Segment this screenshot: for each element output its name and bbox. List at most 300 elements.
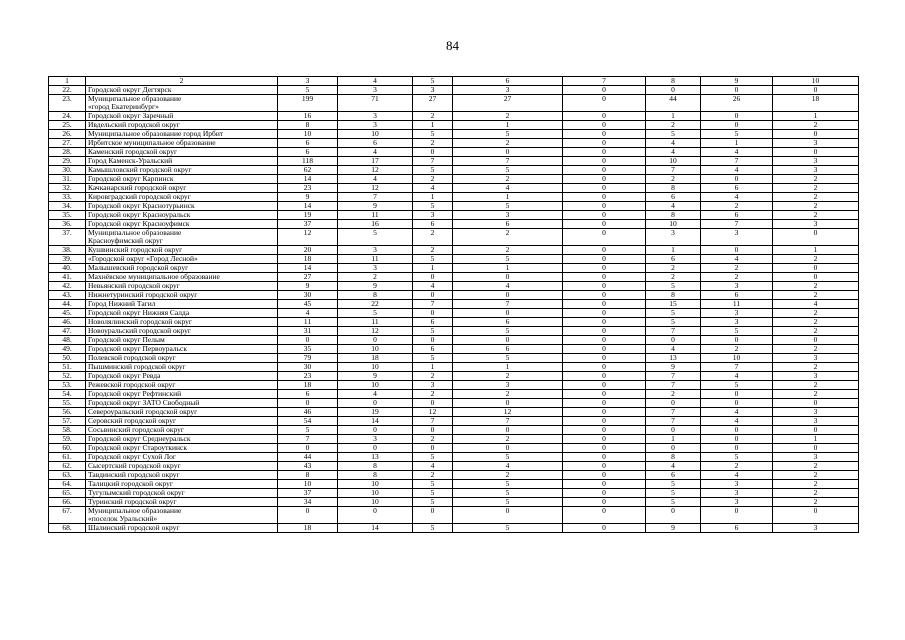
value-cell: 30 [278, 363, 338, 372]
value-cell: 1 [413, 363, 453, 372]
value-cell: 1 [773, 246, 859, 255]
value-cell: 4 [701, 417, 773, 426]
value-cell: 0 [773, 264, 859, 273]
value-cell: 43 [278, 462, 338, 471]
value-cell: 4 [338, 175, 413, 184]
row-number: 46. [49, 318, 86, 327]
value-cell: 0 [701, 121, 773, 130]
value-cell: 0 [646, 507, 701, 524]
value-cell: 3 [338, 86, 413, 95]
municipality-name [86, 507, 278, 524]
value-cell: 4 [773, 300, 859, 309]
table-row [49, 211, 859, 220]
value-cell: 1 [646, 246, 701, 255]
value-cell: 1 [413, 193, 453, 202]
table-row [49, 166, 859, 175]
municipality-name [86, 202, 278, 211]
value-cell: 0 [453, 309, 563, 318]
table-row [49, 462, 859, 471]
municipality-name-line: Новолялинский городской округ [88, 317, 192, 326]
value-cell: 12 [338, 327, 413, 336]
value-cell: 10 [338, 381, 413, 390]
value-cell: 14 [278, 264, 338, 273]
value-cell: 0 [563, 435, 646, 444]
value-cell: 2 [413, 112, 453, 121]
value-cell: 0 [338, 399, 413, 408]
value-cell: 6 [646, 193, 701, 202]
value-cell: 79 [278, 354, 338, 363]
value-cell: 19 [338, 408, 413, 417]
value-cell: 0 [453, 426, 563, 435]
value-cell: 7 [646, 408, 701, 417]
value-cell: 0 [773, 399, 859, 408]
municipality-name [86, 95, 278, 112]
municipality-name [86, 175, 278, 184]
value-cell: 0 [701, 426, 773, 435]
value-cell: 5 [646, 489, 701, 498]
municipality-name-line: «город Екатеринбург» [88, 102, 159, 111]
value-cell: 0 [413, 336, 453, 345]
value-cell: 2 [646, 390, 701, 399]
table-row [49, 220, 859, 229]
value-cell: 6 [413, 318, 453, 327]
row-number: 38. [49, 246, 86, 255]
value-cell: 3 [773, 220, 859, 229]
municipality-name [86, 408, 278, 417]
municipality-name-line: Малышевский городской округ [88, 263, 189, 272]
value-cell: 12 [413, 408, 453, 417]
value-cell: 4 [646, 148, 701, 157]
value-cell: 1 [413, 121, 453, 130]
value-cell: 3 [453, 381, 563, 390]
value-cell: 7 [646, 381, 701, 390]
value-cell: 1 [773, 112, 859, 121]
municipality-name [86, 184, 278, 193]
municipality-name-line: Городской округ Сухой Лог [88, 452, 176, 461]
value-cell: 10 [338, 480, 413, 489]
value-cell: 27 [413, 95, 453, 112]
municipality-name [86, 363, 278, 372]
municipality-name-line: Городской округ Ревда [88, 371, 161, 380]
value-cell: 5 [453, 489, 563, 498]
value-cell: 8 [646, 291, 701, 300]
column-number: 1 [49, 77, 86, 86]
municipality-name [86, 291, 278, 300]
value-cell: 0 [563, 175, 646, 184]
value-cell: 2 [773, 480, 859, 489]
table-row [49, 175, 859, 184]
value-cell: 12 [453, 408, 563, 417]
value-cell: 5 [453, 327, 563, 336]
value-cell: 35 [278, 345, 338, 354]
table-body [49, 77, 859, 533]
municipality-name [86, 444, 278, 453]
value-cell: 0 [563, 354, 646, 363]
value-cell: 2 [453, 139, 563, 148]
value-cell: 9 [278, 282, 338, 291]
value-cell: 5 [453, 166, 563, 175]
table-row [49, 273, 859, 282]
value-cell: 34 [278, 498, 338, 507]
value-cell: 2 [773, 202, 859, 211]
municipality-name [86, 255, 278, 264]
table-row [49, 399, 859, 408]
row-number: 52. [49, 372, 86, 381]
value-cell: 3 [413, 211, 453, 220]
value-cell: 4 [701, 193, 773, 202]
table-row [49, 336, 859, 345]
value-cell: 5 [701, 381, 773, 390]
row-number: 66. [49, 498, 86, 507]
value-cell: 44 [646, 95, 701, 112]
value-cell: 0 [563, 95, 646, 112]
value-cell: 0 [563, 166, 646, 175]
municipality-name [86, 148, 278, 157]
table-row [49, 202, 859, 211]
value-cell: 3 [773, 524, 859, 533]
value-cell: 8 [646, 184, 701, 193]
value-cell: 2 [773, 211, 859, 220]
value-cell: 5 [646, 282, 701, 291]
value-cell: 0 [701, 112, 773, 121]
table-row [49, 390, 859, 399]
value-cell: 5 [646, 309, 701, 318]
value-cell: 0 [563, 157, 646, 166]
value-cell: 23 [278, 184, 338, 193]
value-cell: 4 [453, 462, 563, 471]
column-number: 6 [453, 77, 563, 86]
value-cell: 5 [413, 202, 453, 211]
value-cell: 15 [646, 300, 701, 309]
table-row [49, 86, 859, 95]
value-cell: 7 [413, 417, 453, 426]
municipality-name-line: Городской округ Карпинск [88, 174, 174, 183]
value-cell: 54 [278, 417, 338, 426]
municipality-name [86, 193, 278, 202]
value-cell: 5 [453, 255, 563, 264]
value-cell: 26 [701, 95, 773, 112]
value-cell: 3 [646, 229, 701, 246]
municipality-name-line: Городской округ Дегтярск [88, 85, 172, 94]
value-cell: 7 [646, 327, 701, 336]
value-cell: 5 [413, 166, 453, 175]
value-cell: 0 [453, 336, 563, 345]
value-cell: 5 [278, 86, 338, 95]
table-row [49, 193, 859, 202]
value-cell: 0 [563, 246, 646, 255]
value-cell: 9 [278, 193, 338, 202]
value-cell: 4 [646, 462, 701, 471]
municipality-name-line: Городской округ ЗАТО Свободный [88, 398, 200, 407]
value-cell: 6 [701, 291, 773, 300]
value-cell: 0 [701, 336, 773, 345]
value-cell: 0 [701, 507, 773, 524]
value-cell: 0 [646, 426, 701, 435]
value-cell: 0 [646, 86, 701, 95]
value-cell: 10 [338, 130, 413, 139]
municipality-name-line: Городской округ Староуткинск [88, 443, 187, 452]
municipalities-table [48, 76, 859, 533]
value-cell: 12 [338, 184, 413, 193]
value-cell: 6 [453, 345, 563, 354]
value-cell: 7 [646, 372, 701, 381]
value-cell: 13 [338, 453, 413, 462]
value-cell: 0 [701, 86, 773, 95]
row-number: 62. [49, 462, 86, 471]
value-cell: 3 [701, 229, 773, 246]
value-cell: 2 [701, 202, 773, 211]
value-cell: 0 [563, 291, 646, 300]
value-cell: 2 [773, 381, 859, 390]
municipality-name-line: Полевской городской округ [88, 353, 176, 362]
municipality-name-line: Ирбитское муниципальное образование [88, 138, 216, 147]
municipality-name-line: Качканарский городской округ [88, 183, 187, 192]
municipality-name [86, 264, 278, 273]
municipality-name [86, 309, 278, 318]
value-cell: 7 [701, 220, 773, 229]
value-cell: 3 [773, 408, 859, 417]
value-cell: 5 [701, 327, 773, 336]
value-cell: 5 [413, 489, 453, 498]
value-cell: 0 [563, 184, 646, 193]
municipality-name [86, 157, 278, 166]
table-row [49, 139, 859, 148]
value-cell: 3 [773, 417, 859, 426]
value-cell: 0 [563, 264, 646, 273]
value-cell: 0 [453, 507, 563, 524]
municipality-name-line: Городской округ Первоуральск [88, 344, 187, 353]
value-cell: 3 [773, 157, 859, 166]
row-number: 49. [49, 345, 86, 354]
value-cell: 2 [773, 363, 859, 372]
value-cell: 71 [338, 95, 413, 112]
value-cell: 7 [413, 300, 453, 309]
municipality-name [86, 220, 278, 229]
municipality-name-line: Муниципальное образование город Ирбит [88, 129, 224, 138]
municipality-name [86, 462, 278, 471]
value-cell: 5 [453, 202, 563, 211]
value-cell: 2 [701, 273, 773, 282]
value-cell: 7 [701, 363, 773, 372]
value-cell: 0 [563, 417, 646, 426]
page-number: 84 [446, 38, 459, 53]
value-cell: 7 [701, 157, 773, 166]
value-cell: 10 [646, 220, 701, 229]
table-row [49, 471, 859, 480]
value-cell: 2 [773, 498, 859, 507]
value-cell: 3 [701, 309, 773, 318]
value-cell: 1 [453, 363, 563, 372]
value-cell: 3 [338, 264, 413, 273]
value-cell: 4 [646, 139, 701, 148]
value-cell: 0 [453, 273, 563, 282]
value-cell: 2 [338, 273, 413, 282]
value-cell: 0 [773, 86, 859, 95]
value-cell: 2 [773, 309, 859, 318]
value-cell: 0 [773, 336, 859, 345]
value-cell: 6 [701, 184, 773, 193]
table-row [49, 318, 859, 327]
municipality-name [86, 399, 278, 408]
row-number: 60. [49, 444, 86, 453]
column-number-row [49, 77, 859, 86]
value-cell: 2 [413, 372, 453, 381]
value-cell: 2 [773, 345, 859, 354]
value-cell: 0 [563, 300, 646, 309]
row-number: 58. [49, 426, 86, 435]
value-cell: 7 [278, 435, 338, 444]
value-cell: 0 [701, 399, 773, 408]
row-number: 67. [49, 507, 86, 524]
municipality-name-line: Тугулымский городской округ [88, 488, 185, 497]
municipality-name [86, 524, 278, 533]
value-cell: 2 [773, 175, 859, 184]
value-cell: 2 [453, 435, 563, 444]
municipality-name-line: Талицкий городской округ [88, 479, 173, 488]
value-cell: 5 [453, 480, 563, 489]
value-cell: 5 [701, 130, 773, 139]
value-cell: 2 [646, 264, 701, 273]
municipality-name-line: Город Нижний Тагил [88, 299, 156, 308]
value-cell: 5 [646, 480, 701, 489]
table-row [49, 148, 859, 157]
value-cell: 0 [413, 148, 453, 157]
value-cell: 10 [278, 480, 338, 489]
municipality-name-line: Кировградский городской округ [88, 192, 191, 201]
value-cell: 0 [413, 444, 453, 453]
value-cell: 9 [646, 363, 701, 372]
table-row [49, 354, 859, 363]
value-cell: 18 [278, 524, 338, 533]
column-number: 7 [563, 77, 646, 86]
municipality-name-line: Тавдинский городской округ [88, 470, 180, 479]
value-cell: 5 [453, 453, 563, 462]
value-cell: 17 [338, 157, 413, 166]
value-cell: 5 [453, 498, 563, 507]
value-cell: 0 [278, 507, 338, 524]
value-cell: 3 [701, 282, 773, 291]
value-cell: 3 [773, 372, 859, 381]
table-row [49, 121, 859, 130]
row-number: 28. [49, 148, 86, 157]
municipality-name [86, 121, 278, 130]
value-cell: 3 [701, 480, 773, 489]
value-cell: 0 [563, 408, 646, 417]
value-cell: 0 [563, 139, 646, 148]
table-row [49, 498, 859, 507]
table-row [49, 444, 859, 453]
row-number: 56. [49, 408, 86, 417]
value-cell: 5 [338, 309, 413, 318]
value-cell: 23 [278, 372, 338, 381]
value-cell: 3 [701, 489, 773, 498]
row-number: 65. [49, 489, 86, 498]
table-row [49, 507, 859, 524]
municipality-name [86, 480, 278, 489]
value-cell: 0 [563, 524, 646, 533]
value-cell: 6 [701, 211, 773, 220]
municipality-name-line: Городской округ Нижняя Салда [88, 308, 190, 317]
value-cell: 5 [413, 453, 453, 462]
row-number: 48. [49, 336, 86, 345]
value-cell: 118 [278, 157, 338, 166]
municipality-name-line: Городской округ Рефтинский [88, 389, 182, 398]
value-cell: 0 [701, 246, 773, 255]
value-cell: 0 [563, 309, 646, 318]
row-number: 22. [49, 86, 86, 95]
value-cell: 45 [278, 300, 338, 309]
value-cell: 0 [773, 148, 859, 157]
row-number: 29. [49, 157, 86, 166]
municipality-name-line: Туринский городской округ [88, 497, 177, 506]
value-cell: 0 [563, 444, 646, 453]
value-cell: 7 [413, 157, 453, 166]
value-cell: 2 [453, 112, 563, 121]
table-row [49, 408, 859, 417]
municipality-name-line: Нижнетуринский городской округ [88, 290, 198, 299]
value-cell: 16 [278, 112, 338, 121]
value-cell: 2 [773, 390, 859, 399]
table-row [49, 381, 859, 390]
row-number: 31. [49, 175, 86, 184]
value-cell: 0 [773, 130, 859, 139]
value-cell: 0 [453, 148, 563, 157]
table-row [49, 255, 859, 264]
value-cell: 1 [646, 435, 701, 444]
row-number: 41. [49, 273, 86, 282]
value-cell: 10 [701, 354, 773, 363]
row-number: 43. [49, 291, 86, 300]
value-cell: 0 [338, 426, 413, 435]
value-cell: 0 [413, 273, 453, 282]
municipality-name [86, 166, 278, 175]
value-cell: 2 [453, 246, 563, 255]
value-cell: 8 [278, 471, 338, 480]
value-cell: 2 [413, 175, 453, 184]
value-cell: 18 [773, 95, 859, 112]
municipality-name-line: Новоуральский городской округ [88, 326, 191, 335]
value-cell: 4 [701, 372, 773, 381]
value-cell: 3 [338, 435, 413, 444]
value-cell: 3 [338, 246, 413, 255]
row-number: 68. [49, 524, 86, 533]
value-cell: 4 [646, 202, 701, 211]
municipality-name [86, 282, 278, 291]
row-number: 24. [49, 112, 86, 121]
row-number: 23. [49, 95, 86, 112]
table-row [49, 453, 859, 462]
value-cell: 7 [646, 166, 701, 175]
value-cell: 3 [773, 453, 859, 462]
municipality-name-line: Невьянский городской округ [88, 281, 180, 290]
value-cell: 0 [278, 399, 338, 408]
value-cell: 4 [646, 345, 701, 354]
value-cell: 2 [453, 471, 563, 480]
value-cell: 12 [338, 166, 413, 175]
municipality-name [86, 211, 278, 220]
column-number: 8 [646, 77, 701, 86]
value-cell: 4 [413, 462, 453, 471]
value-cell: 0 [563, 399, 646, 408]
municipality-name-line: Муниципальное образование [88, 228, 182, 237]
value-cell: 0 [453, 291, 563, 300]
value-cell: 30 [278, 291, 338, 300]
value-cell: 2 [773, 489, 859, 498]
value-cell: 0 [413, 291, 453, 300]
value-cell: 0 [563, 318, 646, 327]
value-cell: 7 [453, 417, 563, 426]
value-cell: 62 [278, 166, 338, 175]
